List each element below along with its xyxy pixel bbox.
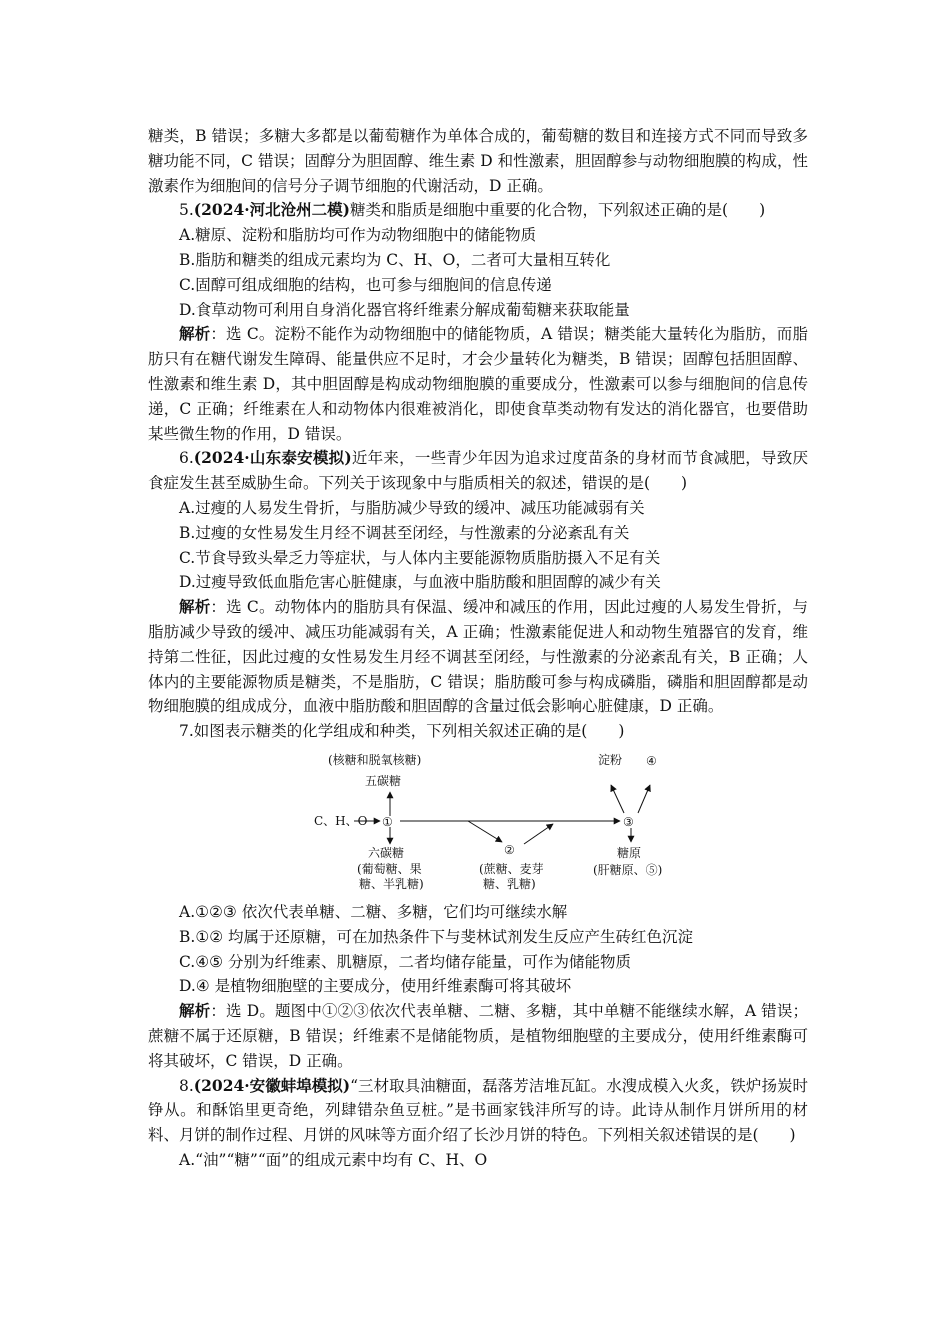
question-6-option-a: A.过瘦的人易发生骨折，与脂肪减少导致的缓冲、减压功能减弱有关 [179, 498, 645, 517]
question-5-text: 糖类和脂质是细胞中重要的化合物，下列叙述正确的是( ) [350, 201, 766, 220]
arrow-3-to-4 [638, 785, 650, 813]
question-6-option-c: C.节食导致头晕乏力等症状，与人体内主要能源物质脂肪摄入不足有关 [179, 548, 661, 567]
question-5-stem [148, 198, 808, 223]
glycogen-label: 糖原 [617, 845, 642, 860]
disaccharide-note-line-2: 糖、乳糖) [483, 876, 536, 891]
question-5-option-b: B.脂肪和糖类的组成元素均为 C、H、O，二者可大量相互转化 [179, 250, 611, 269]
question-6-source: (2024·山东泰安模拟) [193, 448, 352, 468]
question-6-analysis-label: 解析 [179, 597, 211, 617]
question-7-analysis-label: 解析 [179, 1001, 211, 1021]
hexose-note-line-2: 糖、半乳糖) [359, 876, 424, 891]
question-6-analysis [148, 595, 808, 719]
question-5-analysis-text: ：选 C。淀粉不能作为动物细胞中的储能物质，A 错误；糖类能大量转化为脂肪，而脂肪只有在糖代谢发生障碍、能量供应不足时，才会少量转化为糖类，B 错误；固醇包括胆固醇、性激素和维生素 D，其中胆固醇是构成动物细胞膜的重要成分，性激素可以参与细胞间的信息传递，C 正确；纤维素在人和动物体内很难被消化，即使食草类动物有发达的消化器官，也要借助某些微生物的作用，D 错误。 [148, 325, 808, 443]
hexose-note-line-1: (葡萄糖、果 [357, 861, 422, 876]
continued-analysis: 糖类，B 错误；多糖大多都是以葡萄糖作为单体合成的，葡萄糖的数目和连接方式不同而导致多糖功能不同，C 错误；固醇分为胆固醇、维生素 D 和性激素，胆固醇参与动物细胞膜的构成，性激素作为细胞间的信号分子调节细胞的代谢活动，D 正确。 [148, 127, 808, 195]
question-6-option-b: B.过瘦的女性易发生月经不调甚至闭经，与性激素的分泌紊乱有关 [179, 523, 630, 542]
question-7-option-b: B.①② 均属于还原糖，可在加热条件下与斐林试剂发生反应产生砖红色沉淀 [179, 927, 694, 946]
question-8-option-a: A.“油”“糖”“面”的组成元素中均有 C、H、O [179, 1150, 488, 1169]
node-3-label: ③ [623, 814, 634, 829]
arrow-3-to-starch [611, 785, 624, 813]
node-4-label: ④ [646, 753, 657, 768]
question-7-analysis [148, 999, 808, 1073]
question-5-option-d: D.食草动物可利用自身消化器官将纤维素分解成葡萄糖来获取能量 [179, 300, 630, 319]
question-7-option-a: A.①②③ 依次代表单糖、二糖、多糖，它们均可继续水解 [179, 902, 568, 921]
arrow-2-to-3 [524, 824, 553, 844]
question-7-option-d: D.④ 是植物细胞壁的主要成分，使用纤维素酶可将其破坏 [179, 977, 572, 996]
question-7-option-c: C.④⑤ 分别为纤维素、肌糖原，二者均储存能量，可作为储能物质 [179, 952, 631, 971]
question-5-option-c: C.固醇可组成细胞的结构，也可参与细胞间的信息传递 [179, 275, 552, 294]
sugar-classification-diagram [148, 746, 808, 896]
question-5-number: 5. [179, 201, 194, 220]
question-7-stem: 7.如图表示糖类的化学组成和种类，下列相关叙述正确的是( ) [179, 722, 625, 741]
question-6-analysis-text: ：选 C。动物体内的脂肪具有保温、缓冲和减压的作用，因此过瘦的人易发生骨折，与脂肪减少导致的缓冲、减压功能减弱有关，A 正确；性激素能促进人和动物生殖器官的发育，维持第二性征，因此过瘦的女性易发生月经不调甚至闭经，与性激素的分泌紊乱有关，B 正确；人体内的主要能源物质是糖类，不是脂肪，C 错误；脂肪酸可参与构成磷脂，磷脂和胆固醇都是动物细胞膜的组成成分，血液中脂肪酸和胆固醇的含量过低会影响心脏健康，D 正确。 [148, 598, 808, 716]
question-6-option-d: D.过瘦导致低血脂危害心脏健康，与血液中脂肪酸和胆固醇的减少有关 [179, 573, 661, 592]
pentose-note-label: (核糖和脱氧核糖) [328, 752, 422, 767]
node-2-label: ② [504, 842, 515, 857]
question-8-source: (2024·安徽蚌埠模拟) [193, 1075, 351, 1095]
question-6-stem [148, 446, 808, 496]
question-8-text: “三材取具油糖面，磊落芳洁堆瓦缸。水溲成模入火炙，铁炉扬炭时铮从。和酥馅里更奇绝，列肆错杂鱼豆桩。”是书画家钱沣所写的诗。此诗从制作月饼所用的材料、月饼的制作过程、月饼的风味等方面介绍了长沙月饼的特色。下列相关叙述错误的是( ) [148, 1076, 808, 1145]
pentose-label: 五碳糖 [365, 773, 402, 788]
question-5-analysis [148, 322, 808, 446]
hexose-label: 六碳糖 [368, 845, 405, 860]
disaccharide-note-line-1: (蔗糖、麦芽 [479, 861, 544, 876]
question-5-source: (2024·河北沧州二模) [193, 200, 351, 220]
diagram-svg [148, 746, 808, 896]
node-1-label: ① [382, 814, 393, 829]
question-6-number: 6. [179, 449, 194, 468]
question-8-stem [148, 1074, 808, 1148]
document-body [148, 124, 808, 1173]
starch-label: 淀粉 [598, 752, 623, 767]
question-6-text: 近年来，一些青少年因为追求过度苗条的身材而节食减肥，导致厌食症发生甚至威胁生命。下列关于该现象中与脂质相关的叙述，错误的是( ) [148, 449, 808, 493]
question-7-analysis-text: ：选 D。题图中①②③依次代表单糖、二糖、多糖，其中单糖不能继续水解，A 错误；蔗糖不属于还原糖，B 错误；纤维素不是储能物质，是植物细胞壁的主要成分，使用纤维素酶可将其破坏，C 错误，D 正确。 [148, 1002, 808, 1070]
elements-label: C、H、O [314, 813, 368, 828]
arrow-1-to-2 [468, 821, 502, 842]
question-8-number: 8. [179, 1076, 194, 1095]
question-5-option-a: A.糖原、淀粉和脂肪均可作为动物细胞中的储能物质 [179, 226, 537, 245]
glycogen-note-label: (肝糖原、⑤) [593, 862, 663, 877]
question-5-analysis-label: 解析 [179, 324, 211, 344]
